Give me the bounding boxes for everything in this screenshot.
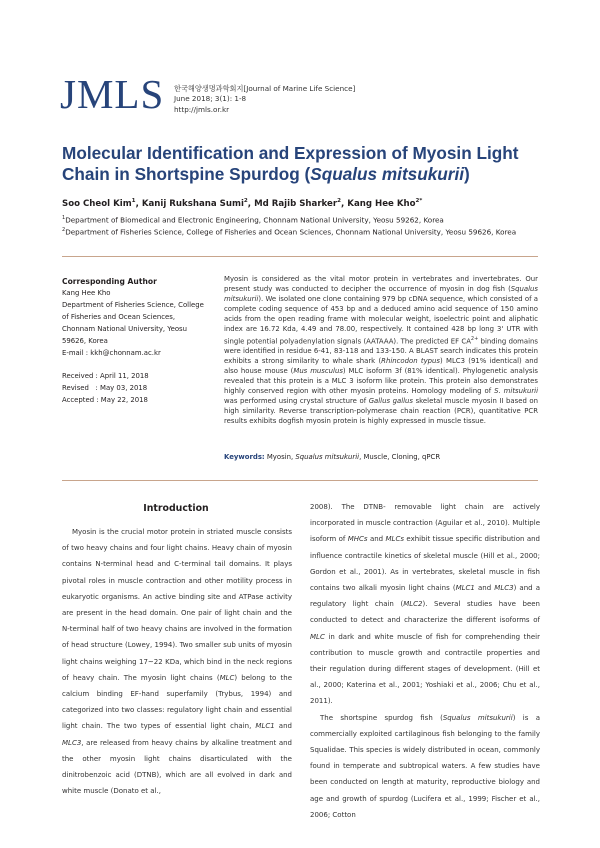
abstract-text: ). We isolated one clone containing 979 bp cDNA sequence, which consisted of a complete coding sequence of 453 bp and a deduced amino acid sequence of 150 amino acids from the open reading frame with molecular weight, isoelectric point and aliphatic index are 16.72 Kda, 4.49 and 78.00, respectively. It contained 428 bp long 3' UTR with single potential polyadenylation signals (AATAAA). The predicted EF CA	[224, 295, 538, 346]
abstract-italic: Gallus gallus	[368, 397, 414, 406]
keywords-text: Myosin,	[264, 453, 296, 461]
body-italic: MHCs	[347, 535, 368, 544]
accepted-date: Accepted : May 22, 2018	[62, 396, 148, 404]
abstract-sup: 2+	[470, 336, 479, 342]
corresponding-heading: Corresponding Author	[62, 277, 157, 286]
body-italic: MLC3	[494, 584, 514, 593]
corresponding-line: of Fisheries and Ocean Sciences,	[62, 313, 176, 321]
corresponding-email[interactable]: E-mail : kkh@chonnam.ac.kr	[62, 349, 161, 357]
intro-paragraph	[62, 524, 292, 799]
body-text: and	[367, 535, 386, 544]
author-name: Soo Cheol Kim	[62, 198, 132, 209]
abstract-text: ) MLC3 (91% identical) and also house mouse (	[224, 357, 539, 376]
author-list: Soo Cheol Kim$^1$, Kanij Rukshana Sumi$^2$, Md Rajib Sharker$^2$, Kang Hee Kho$^{2*}$	[62, 198, 423, 209]
body-text: ) and a regulatory light chain (	[310, 584, 541, 609]
keywords-text: , Muscle, Cloning, qPCR	[359, 453, 441, 461]
author-affil: 2	[243, 198, 248, 204]
body-text: in dark and white muscle of fish for comprehending their contribution to muscle growth and contractile properties and their regulation during different stages of development. (Hill et al., 2000; Katerina et al., 2001; Yoshiaki et al., 2006; Chu et al., 2011).	[310, 632, 540, 706]
title-text: Molecular Identification and Expression of Myosin Light Chain in Shortspine Spurdog (	[62, 143, 519, 184]
body-text: ). Several studies have been conducted to detect and characterize the different isoforms of	[310, 600, 540, 625]
journal-issue: June 2018; 3(1): 1-8	[174, 94, 247, 104]
journal-url[interactable]: http://jmls.or.kr	[174, 104, 230, 114]
abstract-italic: Mus musculus	[293, 367, 343, 376]
body-text: Myosin is the crucial motor protein in striated muscle consists of two heavy chains and four light chains. Heavy chain of myosin contains N-terminal head and C-terminal tail domains. It plays pivotal roles in muscle contraction and other motility process in eukaryotic organisms. An active binding site and ATPase activity are present in the head domain. One pair of light chain and the N-terminal half of two heavy chains are involved in the formation of head structure (Lowey, 1994). Two smaller sub units of myosin light chains weighing 17~22 KDa, which bind in the neck regions of heavy chain. The myosin light chains (	[62, 528, 292, 682]
author-affil: 2	[337, 198, 342, 204]
abstract-text: binding domains were identified in residue 6-41, 83-118 and 133-150. A BLAST search indicates this protein exhibits a strong similarity to whale shark (	[224, 337, 538, 366]
body-italic: MLCs	[385, 535, 404, 544]
body-italic: MLC3	[62, 738, 82, 747]
corresponding-line: Chonnam National University, Yeosu	[62, 325, 188, 333]
divider-bottom	[62, 480, 538, 481]
body-text: and	[474, 584, 495, 593]
abstract-text: Myosin is considered as the vital motor protein in vertebrates and invertebrates. Our present study was conducted to decipher the occurrence of myosin in dog fish (	[224, 275, 538, 293]
keywords-italic: Squalus mitsukurii	[295, 453, 360, 461]
body-italic: MLC2	[403, 600, 423, 609]
intro-paragraph	[310, 499, 540, 710]
body-italic: MLC	[219, 673, 235, 682]
abstract-text: was performed using crystal structure of	[224, 397, 369, 406]
divider-top	[62, 256, 538, 257]
journal-name: 한국해양생명과학회지[Journal of Marine Life Science]	[174, 84, 356, 93]
body-text: , are released from heavy chains by alkaline treatment and the other myosin light chains disarticulated with the dinitrobenzoic acid (DTNB), which are all evolved in dark and white muscle (Donato et al.,	[62, 738, 292, 796]
corresponding-line: Department of Fisheries Science, College	[62, 301, 204, 309]
body-text: ) is a commercially exploited cartilaginous fish belonging to the family Squalidae. This species is widely distributed in ocean, commonly found in temperate and subtropical waters. A few studies have been conducted on length at maturity, reproductive biology and age and growth of spurdog (Lucifera et al., 1999; Fischer et al., 2006; Cotton	[310, 713, 540, 819]
intro-right-column	[310, 499, 540, 823]
body-italic: MLC1	[455, 584, 475, 593]
abstract-italic: S. mitsukurii	[494, 387, 538, 396]
abstract-text: skeletal muscle myosin II based on high similarity. Reverse transcription-polymerase chain reaction (PCR), quantitative PCR results exhibits dogfish myosin protein is highly expressed in muscle tissue.	[224, 397, 538, 426]
affiliation-text: Department of Fisheries Science, College of Fisheries and Ocean Sciences, Chonnam National University, Yeosu 59626, Korea	[65, 227, 517, 237]
article-dates	[62, 370, 212, 406]
keywords-label: Keywords:	[224, 453, 265, 461]
affiliation-2	[62, 225, 542, 237]
abstract-italic: Rhincodon typus	[381, 357, 440, 366]
affiliation-mark: 1	[62, 215, 66, 221]
body-text: ) belong to the calcium binding EF-hand superfamily (Trybus, 1994) and categorized into two classes: regulatory light chain and essential light chain. The two types of essential light chain,	[62, 673, 292, 731]
author-name: Md Rajib Sharker	[254, 198, 338, 209]
body-text: 2008). The DTNB- removable light chain are actively incorporated in muscle contraction (Aguilar et al., 2010). Multiple isoform of	[310, 503, 540, 544]
revised-date: Revised : May 03, 2018	[62, 384, 148, 392]
article-title	[62, 143, 542, 184]
author-affil: 1	[131, 198, 136, 204]
keywords	[224, 452, 538, 462]
corresponding-line: Kang Hee Kho	[62, 289, 111, 297]
affiliation-1	[62, 213, 542, 225]
intro-left-column	[62, 524, 292, 799]
affiliation-mark: 2	[62, 227, 66, 233]
body-text: The shortspine spurdog fish (	[320, 713, 443, 722]
journal-info	[174, 84, 355, 115]
affiliation-text: Department of Biomedical and Electronic Engineering, Chonnam National University, Yeosu 59262, Korea	[65, 215, 444, 225]
author-affil: 2*	[415, 198, 423, 204]
intro-paragraph	[310, 710, 540, 823]
abstract-text: ) MLC isoform 3f (81% identical). Phylogenetic analysis revealed that this protein is a MLC 3 isoform like protein. This protein also demonstrates highly conserved region with other myosin proteins. Homology modeling of	[224, 367, 538, 396]
author-name: Kang Hee Kho	[347, 198, 416, 209]
abstract-italic: Squalus mitsukurii	[224, 285, 538, 303]
title-species: Squalus mitsukurii	[310, 163, 465, 184]
body-italic: MLC	[310, 632, 325, 641]
section-heading: Introduction	[143, 503, 209, 514]
author-name: Kanij Rukshana Sumi	[141, 198, 244, 209]
body-text: and	[274, 722, 292, 731]
body-italic: Squalus mitsukurii	[442, 713, 513, 722]
corresponding-line: 59626, Korea	[62, 337, 108, 345]
received-date: Received : April 11, 2018	[62, 372, 149, 380]
title-close: )	[464, 163, 470, 184]
journal-logo: JMLS	[60, 71, 165, 117]
body-text: exhibit tissue specific distribution and influence contractile kinetics of skeletal muscle (Hill et al., 2000; Gordon et al., 2001). As in vertebrates, skeletal muscle in fish contains two alkali myosin light chains (	[310, 535, 540, 593]
abstract	[224, 274, 538, 426]
corresponding-author	[62, 276, 212, 406]
body-italic: MLC1	[255, 722, 275, 731]
